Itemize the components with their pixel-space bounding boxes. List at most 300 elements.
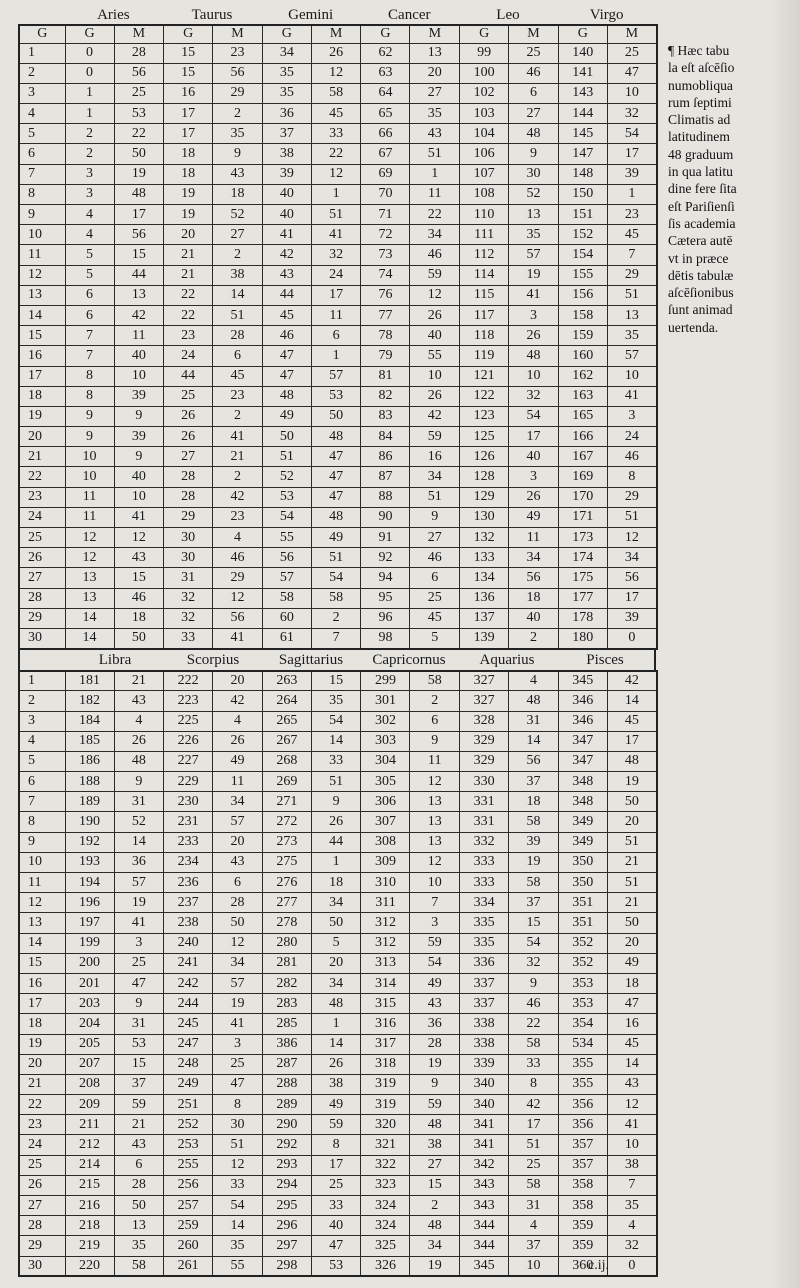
degrees-value-cell: 296: [262, 1216, 311, 1236]
margin-note-line: eſt Pariſienſi: [668, 198, 735, 214]
minutes-value-cell: 10: [410, 873, 460, 893]
degrees-value-cell: 5: [65, 265, 114, 285]
minutes-value-cell: 12: [607, 1095, 657, 1115]
degrees-value-cell: 18: [164, 144, 213, 164]
degrees-value-cell: 125: [460, 427, 509, 447]
minutes-value-cell: 35: [509, 225, 559, 245]
degrees-value-cell: 1: [65, 83, 114, 103]
degrees-value-cell: 318: [361, 1054, 410, 1074]
minutes-value-cell: 7: [311, 628, 361, 648]
table-row: [19, 832, 657, 852]
degrees-value-cell: 150: [558, 184, 607, 204]
degree-cell: 3: [19, 83, 65, 103]
minutes-value-cell: 8: [213, 1095, 263, 1115]
degrees-value-cell: 263: [262, 671, 311, 691]
degrees-value-cell: 66: [361, 124, 410, 144]
minutes-value-cell: 42: [410, 406, 460, 426]
zodiac-sign-label: Sagittarius: [278, 651, 344, 668]
column-header: G: [460, 25, 509, 43]
degrees-value-cell: 222: [164, 671, 213, 691]
minutes-value-cell: 49: [213, 751, 263, 771]
minutes-value-cell: 19: [213, 994, 263, 1014]
degrees-value-cell: 341: [460, 1115, 509, 1135]
table-row: [19, 164, 657, 184]
minutes-value-cell: 26: [509, 326, 559, 346]
minutes-value-cell: 26: [114, 731, 164, 751]
degrees-value-cell: 12: [65, 548, 114, 568]
upper-table: [18, 24, 658, 650]
degrees-value-cell: 71: [361, 205, 410, 225]
degrees-value-cell: 165: [558, 406, 607, 426]
degree-cell: 5: [19, 124, 65, 144]
minutes-value-cell: 9: [311, 792, 361, 812]
degrees-value-cell: 205: [65, 1034, 114, 1054]
degrees-value-cell: 10: [65, 467, 114, 487]
degree-cell: 26: [19, 548, 65, 568]
minutes-value-cell: 6: [213, 873, 263, 893]
degrees-value-cell: 185: [65, 731, 114, 751]
degrees-value-cell: 173: [558, 528, 607, 548]
degrees-value-cell: 15: [164, 63, 213, 83]
degrees-value-cell: 293: [262, 1155, 311, 1175]
minutes-value-cell: 28: [410, 1034, 460, 1054]
minutes-value-cell: 3: [114, 933, 164, 953]
degrees-value-cell: 334: [460, 893, 509, 913]
degrees-value-cell: 257: [164, 1196, 213, 1216]
degrees-value-cell: 317: [361, 1034, 410, 1054]
degrees-value-cell: 247: [164, 1034, 213, 1054]
degrees-value-cell: 20: [164, 225, 213, 245]
minutes-value-cell: 5: [410, 628, 460, 648]
zodiac-sign-label: Capricornus: [372, 651, 446, 668]
degrees-value-cell: 307: [361, 812, 410, 832]
degrees-value-cell: 358: [558, 1196, 607, 1216]
degrees-value-cell: 227: [164, 751, 213, 771]
degree-cell: 1: [19, 671, 65, 691]
minutes-value-cell: 6: [509, 83, 559, 103]
minutes-value-cell: 1: [311, 1014, 361, 1034]
degrees-value-cell: 209: [65, 1095, 114, 1115]
minutes-value-cell: 49: [607, 953, 657, 973]
minutes-value-cell: 57: [509, 245, 559, 265]
minutes-value-cell: 26: [410, 386, 460, 406]
degrees-value-cell: 341: [460, 1135, 509, 1155]
degrees-value-cell: 301: [361, 691, 410, 711]
table-row: [19, 1155, 657, 1175]
degree-cell: 24: [19, 507, 65, 527]
minutes-value-cell: 57: [311, 366, 361, 386]
degrees-value-cell: 70: [361, 184, 410, 204]
minutes-value-cell: 40: [509, 447, 559, 467]
minutes-value-cell: 3: [410, 913, 460, 933]
minutes-value-cell: 34: [410, 225, 460, 245]
degrees-value-cell: 249: [164, 1074, 213, 1094]
minutes-value-cell: 12: [213, 1155, 263, 1175]
degrees-value-cell: 348: [558, 792, 607, 812]
degrees-value-cell: 295: [262, 1196, 311, 1216]
degrees-value-cell: 2: [65, 144, 114, 164]
minutes-value-cell: 49: [410, 973, 460, 993]
degrees-value-cell: 5: [65, 245, 114, 265]
degrees-value-cell: 188: [65, 772, 114, 792]
minutes-value-cell: 56: [509, 751, 559, 771]
degree-cell: 8: [19, 812, 65, 832]
degrees-value-cell: 200: [65, 953, 114, 973]
degrees-value-cell: 65: [361, 104, 410, 124]
degrees-value-cell: 245: [164, 1014, 213, 1034]
degrees-value-cell: 346: [558, 711, 607, 731]
minutes-value-cell: 45: [410, 608, 460, 628]
degrees-value-cell: 347: [558, 751, 607, 771]
minutes-value-cell: 25: [509, 43, 559, 63]
table-row: [19, 83, 657, 103]
zodiac-sign-label: Cancer: [388, 7, 431, 23]
degrees-value-cell: 16: [164, 83, 213, 103]
minutes-value-cell: 41: [213, 427, 263, 447]
degrees-value-cell: 255: [164, 1155, 213, 1175]
table-row: [19, 994, 657, 1014]
degrees-value-cell: 207: [65, 1054, 114, 1074]
minutes-value-cell: 48: [311, 994, 361, 1014]
degrees-value-cell: 98: [361, 628, 410, 648]
degrees-value-cell: 6: [65, 305, 114, 325]
degrees-value-cell: 67: [361, 144, 410, 164]
degrees-value-cell: 45: [262, 305, 311, 325]
minutes-value-cell: 2: [410, 1196, 460, 1216]
minutes-value-cell: 14: [213, 1216, 263, 1236]
minutes-value-cell: 48: [114, 184, 164, 204]
degrees-value-cell: 88: [361, 487, 410, 507]
table-row: [19, 447, 657, 467]
degrees-value-cell: 37: [262, 124, 311, 144]
degrees-value-cell: 340: [460, 1074, 509, 1094]
degrees-value-cell: 34: [262, 43, 311, 63]
degrees-value-cell: 104: [460, 124, 509, 144]
degrees-value-cell: 14: [65, 628, 114, 648]
degrees-value-cell: 56: [262, 548, 311, 568]
degrees-value-cell: 306: [361, 792, 410, 812]
table-row: [19, 973, 657, 993]
minutes-value-cell: 6: [213, 346, 263, 366]
minutes-value-cell: 57: [114, 873, 164, 893]
minutes-value-cell: 38: [311, 1074, 361, 1094]
minutes-value-cell: 13: [114, 1216, 164, 1236]
margin-note-line: Cætera autē: [668, 233, 733, 249]
degrees-value-cell: 223: [164, 691, 213, 711]
degree-cell: 12: [19, 265, 65, 285]
degrees-value-cell: 233: [164, 832, 213, 852]
degrees-value-cell: 28: [164, 467, 213, 487]
degrees-value-cell: 280: [262, 933, 311, 953]
minutes-value-cell: 11: [311, 305, 361, 325]
degrees-value-cell: 13: [65, 588, 114, 608]
minutes-value-cell: 17: [607, 144, 657, 164]
degrees-value-cell: 340: [460, 1095, 509, 1115]
degrees-value-cell: 99: [460, 43, 509, 63]
table-row: [19, 588, 657, 608]
minutes-value-cell: 42: [509, 1095, 559, 1115]
degrees-value-cell: 112: [460, 245, 509, 265]
degrees-value-cell: 7: [65, 326, 114, 346]
minutes-value-cell: 47: [607, 63, 657, 83]
minutes-value-cell: 11: [213, 772, 263, 792]
minutes-value-cell: 48: [114, 751, 164, 771]
minutes-value-cell: 50: [213, 913, 263, 933]
degrees-value-cell: 353: [558, 994, 607, 1014]
minutes-value-cell: 43: [213, 852, 263, 872]
minutes-value-cell: 46: [410, 245, 460, 265]
degree-cell: 9: [19, 832, 65, 852]
column-header: G: [361, 25, 410, 43]
minutes-value-cell: 53: [114, 104, 164, 124]
degree-cell: 15: [19, 326, 65, 346]
column-header: M: [410, 25, 460, 43]
degrees-value-cell: 110: [460, 205, 509, 225]
minutes-value-cell: 13: [410, 832, 460, 852]
degrees-value-cell: 337: [460, 973, 509, 993]
margin-note-line: 48 graduum: [668, 146, 734, 162]
degrees-value-cell: 8: [65, 386, 114, 406]
degrees-value-cell: 63: [361, 63, 410, 83]
minutes-value-cell: 26: [509, 487, 559, 507]
minutes-value-cell: 9: [114, 994, 164, 1014]
degrees-value-cell: 19: [164, 205, 213, 225]
degrees-value-cell: 12: [65, 528, 114, 548]
minutes-value-cell: 49: [311, 528, 361, 548]
minutes-value-cell: 29: [213, 568, 263, 588]
minutes-value-cell: 7: [607, 245, 657, 265]
minutes-value-cell: 31: [114, 1014, 164, 1034]
margin-note-line: latitudinem: [668, 129, 730, 145]
degrees-value-cell: 351: [558, 913, 607, 933]
degrees-value-cell: 108: [460, 184, 509, 204]
minutes-value-cell: 22: [114, 124, 164, 144]
degrees-value-cell: 349: [558, 832, 607, 852]
degrees-value-cell: 199: [65, 933, 114, 953]
minutes-value-cell: 43: [114, 691, 164, 711]
minutes-value-cell: 53: [311, 1256, 361, 1276]
table-row: [19, 953, 657, 973]
minutes-value-cell: 21: [114, 671, 164, 691]
minutes-value-cell: 34: [311, 893, 361, 913]
minutes-value-cell: 3: [607, 406, 657, 426]
degrees-value-cell: 171: [558, 507, 607, 527]
degrees-value-cell: 57: [262, 568, 311, 588]
degrees-value-cell: 277: [262, 893, 311, 913]
table-row: [19, 812, 657, 832]
minutes-value-cell: 52: [509, 184, 559, 204]
minutes-value-cell: 28: [114, 43, 164, 63]
minutes-value-cell: 10: [607, 83, 657, 103]
minutes-value-cell: 20: [607, 812, 657, 832]
minutes-value-cell: 6: [311, 326, 361, 346]
degrees-value-cell: 355: [558, 1054, 607, 1074]
column-header: G: [558, 25, 607, 43]
minutes-value-cell: 43: [213, 164, 263, 184]
minutes-value-cell: 10: [509, 1256, 559, 1276]
table-row: [19, 144, 657, 164]
degrees-value-cell: 331: [460, 812, 509, 832]
degrees-value-cell: 90: [361, 507, 410, 527]
degrees-value-cell: 231: [164, 812, 213, 832]
minutes-value-cell: 47: [311, 487, 361, 507]
minutes-value-cell: 45: [213, 366, 263, 386]
degrees-value-cell: 275: [262, 852, 311, 872]
zodiac-sign-label: Aries: [97, 7, 130, 23]
table-row: [19, 285, 657, 305]
zodiac-sign-label: Leo: [496, 7, 520, 23]
minutes-value-cell: 47: [311, 467, 361, 487]
degrees-value-cell: 10: [65, 447, 114, 467]
table-row: [19, 1115, 657, 1135]
degrees-value-cell: 111: [460, 225, 509, 245]
degrees-value-cell: 26: [164, 427, 213, 447]
degrees-value-cell: 316: [361, 1014, 410, 1034]
minutes-value-cell: 33: [311, 751, 361, 771]
minutes-value-cell: 47: [311, 447, 361, 467]
degrees-value-cell: 351: [558, 893, 607, 913]
minutes-value-cell: 28: [213, 326, 263, 346]
degrees-value-cell: 6: [65, 285, 114, 305]
column-header: M: [607, 25, 657, 43]
table-row: [19, 63, 657, 83]
degrees-value-cell: 335: [460, 913, 509, 933]
minutes-value-cell: 39: [114, 386, 164, 406]
minutes-value-cell: 19: [114, 893, 164, 913]
minutes-value-cell: 41: [311, 225, 361, 245]
degree-cell: 10: [19, 225, 65, 245]
table-row: [19, 1216, 657, 1236]
degrees-value-cell: 338: [460, 1034, 509, 1054]
minutes-value-cell: 28: [114, 1175, 164, 1195]
degrees-value-cell: 358: [558, 1175, 607, 1195]
minutes-value-cell: 49: [311, 1095, 361, 1115]
minutes-value-cell: 45: [607, 711, 657, 731]
minutes-value-cell: 21: [607, 893, 657, 913]
degrees-value-cell: 1: [65, 104, 114, 124]
degrees-value-cell: 294: [262, 1175, 311, 1195]
degrees-value-cell: 87: [361, 467, 410, 487]
degrees-value-cell: 122: [460, 386, 509, 406]
minutes-value-cell: 19: [509, 265, 559, 285]
degrees-value-cell: 350: [558, 873, 607, 893]
degrees-value-cell: 356: [558, 1095, 607, 1115]
table-row: [19, 326, 657, 346]
degrees-value-cell: 114: [460, 265, 509, 285]
degrees-value-cell: 92: [361, 548, 410, 568]
degrees-value-cell: 60: [262, 608, 311, 628]
degrees-value-cell: 194: [65, 873, 114, 893]
degrees-value-cell: 335: [460, 933, 509, 953]
minutes-value-cell: 31: [114, 792, 164, 812]
degrees-value-cell: 315: [361, 994, 410, 1014]
minutes-value-cell: 12: [213, 588, 263, 608]
minutes-value-cell: 43: [410, 124, 460, 144]
minutes-value-cell: 51: [213, 305, 263, 325]
degrees-value-cell: 62: [361, 43, 410, 63]
minutes-value-cell: 41: [114, 913, 164, 933]
degree-cell: 13: [19, 285, 65, 305]
degrees-value-cell: 357: [558, 1155, 607, 1175]
degrees-value-cell: 58: [262, 588, 311, 608]
degrees-value-cell: 141: [558, 63, 607, 83]
degrees-value-cell: 15: [164, 43, 213, 63]
degrees-value-cell: 117: [460, 305, 509, 325]
table-row: [19, 1034, 657, 1054]
minutes-value-cell: 18: [607, 973, 657, 993]
degrees-value-cell: 215: [65, 1175, 114, 1195]
minutes-value-cell: 15: [114, 1054, 164, 1074]
degrees-value-cell: 139: [460, 628, 509, 648]
minutes-value-cell: 24: [607, 427, 657, 447]
degrees-value-cell: 163: [558, 386, 607, 406]
degrees-value-cell: 54: [262, 507, 311, 527]
minutes-value-cell: 21: [607, 852, 657, 872]
degrees-value-cell: 269: [262, 772, 311, 792]
degree-cell: 21: [19, 447, 65, 467]
column-header: G: [19, 25, 65, 43]
degrees-value-cell: 100: [460, 63, 509, 83]
table-row: [19, 487, 657, 507]
degrees-value-cell: 44: [262, 285, 311, 305]
degrees-value-cell: 17: [164, 124, 213, 144]
degrees-value-cell: 201: [65, 973, 114, 993]
table-row: [19, 792, 657, 812]
minutes-value-cell: 34: [410, 467, 460, 487]
minutes-value-cell: 36: [114, 852, 164, 872]
minutes-value-cell: 6: [114, 1155, 164, 1175]
minutes-value-cell: 47: [311, 1236, 361, 1256]
margin-note-line: rum ſeptimi: [668, 94, 732, 110]
degrees-value-cell: 252: [164, 1115, 213, 1135]
column-header: G: [262, 25, 311, 43]
minutes-value-cell: 35: [213, 124, 263, 144]
degree-cell: 5: [19, 751, 65, 771]
minutes-value-cell: 4: [213, 528, 263, 548]
degrees-value-cell: 288: [262, 1074, 311, 1094]
minutes-value-cell: 34: [410, 1236, 460, 1256]
degrees-value-cell: 248: [164, 1054, 213, 1074]
minutes-value-cell: 9: [114, 406, 164, 426]
minutes-value-cell: 29: [607, 265, 657, 285]
degrees-value-cell: 158: [558, 305, 607, 325]
minutes-value-cell: 58: [311, 588, 361, 608]
degrees-value-cell: 115: [460, 285, 509, 305]
degrees-value-cell: 290: [262, 1115, 311, 1135]
minutes-value-cell: 54: [509, 406, 559, 426]
minutes-value-cell: 50: [607, 792, 657, 812]
degrees-value-cell: 328: [460, 711, 509, 731]
minutes-value-cell: 28: [213, 893, 263, 913]
minutes-value-cell: 2: [213, 406, 263, 426]
degrees-value-cell: 359: [558, 1216, 607, 1236]
table-row: [19, 1256, 657, 1276]
minutes-value-cell: 9: [410, 507, 460, 527]
minutes-value-cell: 9: [114, 447, 164, 467]
degrees-value-cell: 360: [558, 1256, 607, 1276]
degrees-value-cell: 226: [164, 731, 213, 751]
degrees-value-cell: 303: [361, 731, 410, 751]
minutes-value-cell: 27: [410, 1155, 460, 1175]
table-row: [19, 184, 657, 204]
table-row: [19, 893, 657, 913]
degrees-value-cell: 333: [460, 852, 509, 872]
minutes-value-cell: 26: [311, 1054, 361, 1074]
degrees-value-cell: 271: [262, 792, 311, 812]
minutes-value-cell: 57: [607, 346, 657, 366]
degree-cell: 9: [19, 205, 65, 225]
minutes-value-cell: 14: [213, 285, 263, 305]
